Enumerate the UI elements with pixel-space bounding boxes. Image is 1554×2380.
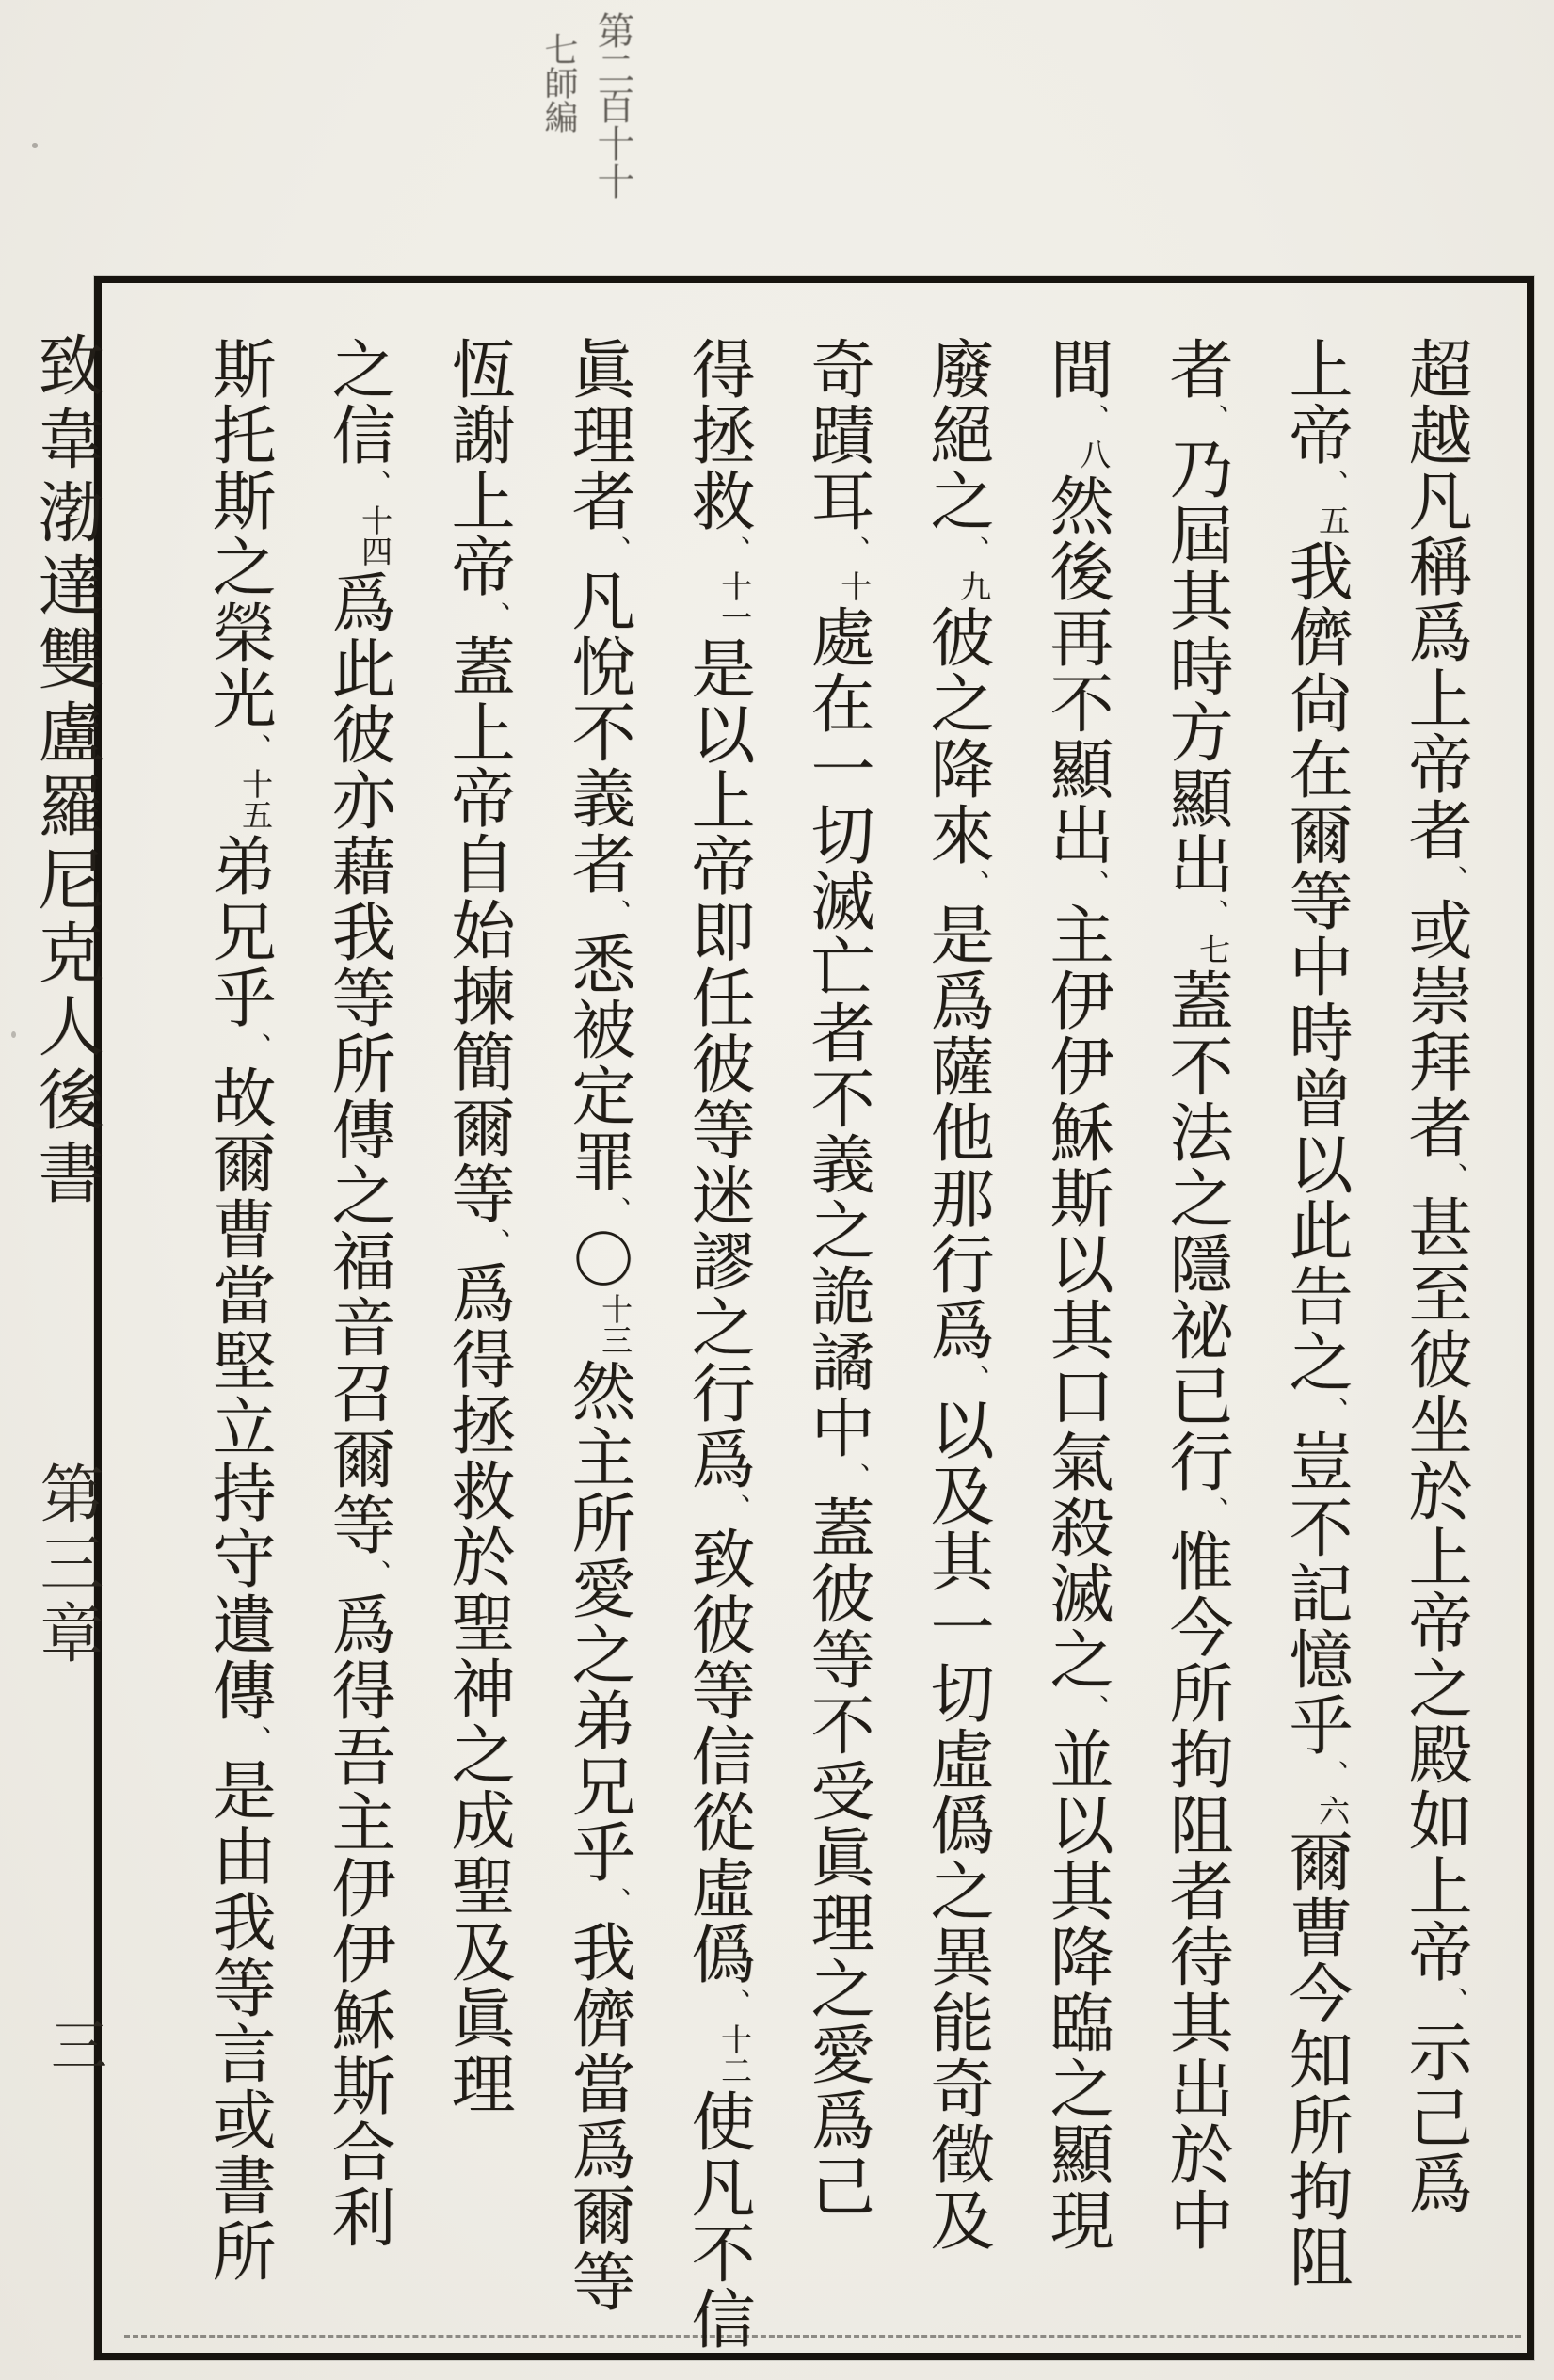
punctuation-mark: 、: [956, 535, 989, 566]
scripture-text-run: 然主所愛之弟兄乎: [561, 1358, 635, 1885]
scripture-text-run: 蓋彼等不受眞理之愛爲己: [800, 1494, 874, 2219]
punctuation-mark: 、: [1315, 1760, 1348, 1790]
punctuation-mark: 、: [238, 733, 271, 763]
verse-number: 十五: [237, 768, 274, 830]
scripture-text-run: 悉被定罪: [561, 931, 635, 1194]
text-column-8: [537, 336, 658, 2330]
scripture-text-run: 處在一切滅亡者不義之詭譎中: [800, 604, 874, 1461]
punctuation-mark: 、: [598, 1887, 631, 1917]
scripture-text-run: 示己爲: [1398, 2019, 1472, 2216]
text-column-6: [777, 336, 897, 2330]
book-title: 致韋渤達雙盧羅尼克人後書: [27, 331, 104, 1212]
punctuation-mark: 、: [1076, 870, 1109, 900]
annotation-line: 第二百十十: [591, 11, 634, 200]
scan-speck: [32, 143, 38, 148]
scripture-text-run: 爾曹今知所拘阻: [1278, 1829, 1353, 2290]
verse-number: 七: [1194, 934, 1231, 965]
scripture-text-run: 主伊伊穌斯以其口氣殺滅之: [1039, 902, 1113, 1692]
punctuation-mark: 、: [598, 535, 631, 566]
verse-number: 十三: [597, 1293, 633, 1355]
scripture-text-run: 眞理者: [561, 336, 635, 534]
verse-number: 十四: [357, 504, 393, 567]
punctuation-mark: 、: [1195, 1496, 1228, 1526]
verse-number: 十一: [716, 570, 753, 632]
text-column-3: [1136, 336, 1256, 2330]
scripture-text-run: 致彼等信從虛僞: [681, 1525, 755, 1987]
scripture-text-run: 並以其降臨之顯現: [1039, 1726, 1113, 2253]
scripture-text-run: 凡悅不義者: [561, 567, 635, 897]
scripture-text-run: 弟兄乎: [201, 833, 276, 1030]
text-column-2: [1256, 336, 1375, 2330]
verse-number: 十: [836, 570, 873, 601]
scripture-text-run: 以及其一切虛僞之異能奇徵及: [920, 1397, 994, 2253]
scripture-text-run: 蓋上帝自始揀簡爾等: [441, 633, 515, 1226]
page-border-frame: [94, 276, 1534, 2360]
scripture-text-run: 爲得拯救於聖神之成聖及眞理: [441, 1260, 515, 2116]
punctuation-mark: 、: [717, 535, 750, 566]
scripture-text-run: 奇蹟耳: [800, 336, 874, 534]
verse-number: 九: [955, 570, 992, 601]
scripture-text: [109, 283, 1519, 2353]
scripture-text-run: 使凡不信: [681, 2088, 755, 2352]
punctuation-mark: 、: [837, 535, 870, 566]
verse-number: 八: [1075, 439, 1112, 470]
top-handwritten-annotation: [508, 11, 640, 200]
scripture-text-run: 爲此彼亦藉我等所傳之福音召爾等: [321, 569, 395, 1557]
scripture-text-run: 是由我等言或書所: [201, 1757, 276, 2284]
punctuation-mark: 、: [956, 1365, 989, 1395]
punctuation-mark: 、: [598, 1196, 631, 1226]
text-column-5: [897, 336, 1017, 2330]
punctuation-mark: 、: [956, 870, 989, 900]
scripture-text-run: 或崇拜者: [1398, 897, 1472, 1160]
punctuation-mark: 、: [717, 1493, 750, 1524]
text-column-1: [1375, 336, 1495, 2330]
scripture-text-run: 我儕當爲爾等: [561, 1919, 635, 2314]
scripture-text-run: 乃屆其時方顯出: [1159, 436, 1233, 897]
scripture-text-run: 彼之降來: [920, 604, 994, 868]
scripture-text-run: 然後再不顯出: [1039, 472, 1113, 868]
punctuation-mark: 、: [1434, 1162, 1467, 1192]
text-column-10: [298, 336, 418, 2330]
text-column-9: [418, 336, 537, 2330]
scripture-text-run: 斯托斯之榮光: [201, 336, 276, 731]
punctuation-mark: 、: [238, 1032, 271, 1062]
scripture-text-run: 得拯救: [681, 336, 755, 534]
annotation-line: 七師編: [539, 32, 578, 134]
chapter-marker: 第三章: [29, 1461, 104, 1669]
punctuation-mark: 、: [358, 470, 391, 500]
scripture-text-run: 是以上帝即任彼等迷謬之行爲: [681, 635, 755, 1492]
verse-number: 六: [1314, 1795, 1351, 1826]
punctuation-mark: 、: [1434, 1987, 1467, 2017]
scripture-text-run: 甚至彼坐於上帝之殿如上帝: [1398, 1194, 1472, 1985]
punctuation-mark: 、: [717, 1989, 750, 2019]
scripture-text-run: 爲得吾主伊伊穌斯合利: [321, 1591, 395, 2250]
scripture-text-run: 是爲薩他那行爲: [920, 902, 994, 1363]
scripture-text-run: 者: [1159, 336, 1233, 402]
scripture-text-run: 蓋不法之隱祕已行: [1159, 967, 1233, 1494]
scan-speck: [11, 1031, 16, 1038]
section-divider-circle: 〇: [563, 1228, 633, 1290]
text-column-7: [658, 336, 777, 2352]
text-column-4: [1017, 336, 1136, 2330]
punctuation-mark: 、: [1434, 865, 1467, 895]
scripture-text-run: 超越凡稱爲上帝者: [1398, 336, 1472, 863]
punctuation-mark: 、: [1076, 1694, 1109, 1724]
scripture-text-run: 惟今所拘阻者待其出於中: [1159, 1528, 1233, 2253]
text-column-11: [179, 336, 298, 2330]
scripture-text-run: 間: [1039, 336, 1113, 402]
punctuation-mark: 、: [477, 1228, 510, 1258]
punctuation-mark: 、: [1315, 1397, 1348, 1427]
punctuation-mark: 、: [1195, 404, 1228, 434]
scripture-text-run: 恆謝上帝: [441, 336, 515, 599]
punctuation-mark: 、: [477, 601, 510, 631]
punctuation-mark: 、: [358, 1559, 391, 1589]
scripture-text-run: 豈不記憶乎: [1278, 1429, 1353, 1758]
punctuation-mark: 、: [238, 1725, 271, 1755]
verse-number: 十二: [716, 2023, 753, 2085]
punctuation-mark: 、: [598, 899, 631, 929]
punctuation-mark: 、: [837, 1462, 870, 1493]
scripture-text-run: 故爾曹當堅立持守遺傳: [201, 1064, 276, 1723]
verse-number: 五: [1314, 504, 1351, 535]
punctuation-mark: 、: [1195, 899, 1228, 929]
scripture-text-run: 之信: [321, 336, 395, 468]
punctuation-mark: 、: [1076, 404, 1109, 434]
page-number: 三: [41, 2016, 107, 2072]
scripture-text-run: 我儕尙在爾等中時曾以此告之: [1278, 538, 1353, 1395]
scripture-text-run: 上帝: [1278, 336, 1353, 468]
punctuation-mark: 、: [1315, 470, 1348, 500]
scripture-text-run: 廢絕之: [920, 336, 994, 534]
